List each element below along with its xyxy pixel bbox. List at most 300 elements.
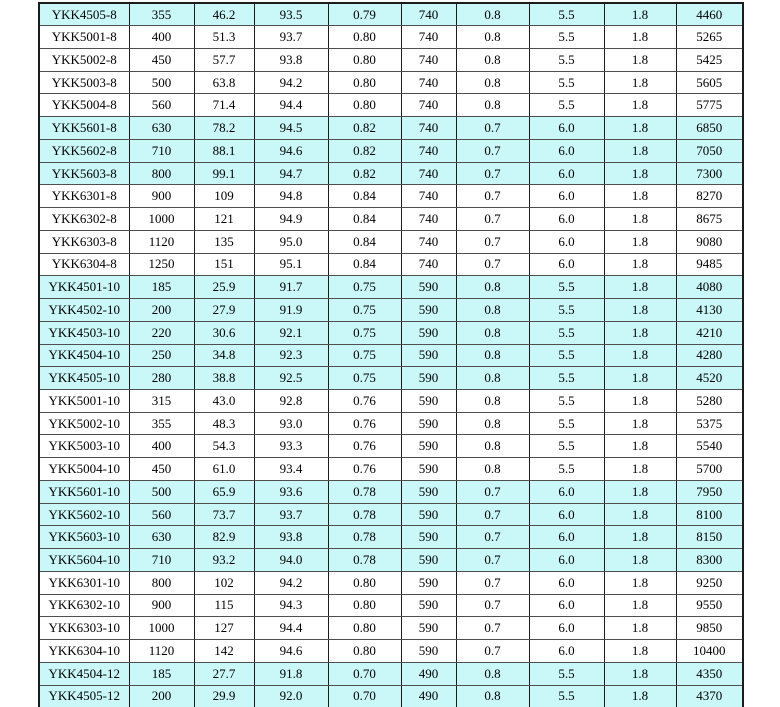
value-cell: 0.78 [328, 526, 401, 549]
value-cell: 6.0 [529, 640, 604, 663]
value-cell: 0.8 [456, 458, 529, 481]
value-cell: 5.5 [529, 389, 604, 412]
value-cell: 5.5 [529, 3, 604, 26]
value-cell: 27.7 [194, 662, 254, 685]
table-row [39, 276, 743, 299]
value-cell: 135 [194, 230, 254, 253]
value-cell: 1.8 [604, 412, 676, 435]
value-cell: 0.8 [456, 299, 529, 322]
model-cell: YKK6304-8 [39, 253, 129, 276]
value-cell: 1.8 [604, 94, 676, 117]
value-cell: 590 [401, 594, 456, 617]
value-cell: 46.2 [194, 3, 254, 26]
table-row [39, 617, 743, 640]
value-cell: 740 [401, 48, 456, 71]
value-cell: 10400 [676, 640, 743, 663]
table-row [39, 321, 743, 344]
value-cell: 0.8 [456, 435, 529, 458]
model-cell: YKK5601-8 [39, 117, 129, 140]
value-cell: 6.0 [529, 526, 604, 549]
value-cell: 93.8 [254, 48, 328, 71]
value-cell: 6.0 [529, 117, 604, 140]
value-cell: 4130 [676, 299, 743, 322]
value-cell: 127 [194, 617, 254, 640]
model-cell: YKK6304-10 [39, 640, 129, 663]
value-cell: 4460 [676, 3, 743, 26]
value-cell: 740 [401, 26, 456, 49]
value-cell: 1.8 [604, 208, 676, 231]
value-cell: 0.7 [456, 480, 529, 503]
model-cell: YKK5001-8 [39, 26, 129, 49]
value-cell: 590 [401, 480, 456, 503]
value-cell: 0.75 [328, 367, 401, 390]
value-cell: 94.9 [254, 208, 328, 231]
value-cell: 0.8 [456, 685, 529, 707]
value-cell: 0.8 [456, 389, 529, 412]
value-cell: 4080 [676, 276, 743, 299]
table-row [39, 230, 743, 253]
model-cell: YKK6301-10 [39, 571, 129, 594]
model-cell: YKK4504-10 [39, 344, 129, 367]
value-cell: 5265 [676, 26, 743, 49]
value-cell: 109 [194, 185, 254, 208]
value-cell: 800 [129, 162, 194, 185]
model-cell: YKK4505-10 [39, 367, 129, 390]
value-cell: 93.4 [254, 458, 328, 481]
value-cell: 6850 [676, 117, 743, 140]
value-cell: 1.8 [604, 367, 676, 390]
model-cell: YKK5604-10 [39, 549, 129, 572]
value-cell: 8300 [676, 549, 743, 572]
table-row [39, 208, 743, 231]
value-cell: 590 [401, 276, 456, 299]
value-cell: 450 [129, 458, 194, 481]
value-cell: 0.7 [456, 594, 529, 617]
value-cell: 1.8 [604, 617, 676, 640]
table-row [39, 571, 743, 594]
value-cell: 88.1 [194, 139, 254, 162]
value-cell: 0.7 [456, 617, 529, 640]
value-cell: 94.2 [254, 571, 328, 594]
value-cell: 0.75 [328, 344, 401, 367]
value-cell: 1120 [129, 230, 194, 253]
value-cell: 6.0 [529, 162, 604, 185]
value-cell: 0.8 [456, 94, 529, 117]
table-row [39, 503, 743, 526]
value-cell: 94.4 [254, 94, 328, 117]
value-cell: 740 [401, 230, 456, 253]
value-cell: 65.9 [194, 480, 254, 503]
value-cell: 315 [129, 389, 194, 412]
value-cell: 91.8 [254, 662, 328, 685]
value-cell: 8270 [676, 185, 743, 208]
value-cell: 1.8 [604, 685, 676, 707]
value-cell: 0.7 [456, 526, 529, 549]
value-cell: 115 [194, 594, 254, 617]
table-row [39, 412, 743, 435]
value-cell: 0.76 [328, 458, 401, 481]
value-cell: 1.8 [604, 549, 676, 572]
value-cell: 590 [401, 458, 456, 481]
value-cell: 9485 [676, 253, 743, 276]
value-cell: 0.8 [456, 321, 529, 344]
value-cell: 0.82 [328, 139, 401, 162]
value-cell: 0.7 [456, 208, 529, 231]
value-cell: 78.2 [194, 117, 254, 140]
table-row [39, 526, 743, 549]
value-cell: 95.0 [254, 230, 328, 253]
model-cell: YKK5002-10 [39, 412, 129, 435]
value-cell: 27.9 [194, 299, 254, 322]
value-cell: 1.8 [604, 276, 676, 299]
value-cell: 6.0 [529, 253, 604, 276]
value-cell: 0.76 [328, 435, 401, 458]
value-cell: 93.3 [254, 435, 328, 458]
value-cell: 0.80 [328, 571, 401, 594]
value-cell: 93.7 [254, 503, 328, 526]
value-cell: 5.5 [529, 321, 604, 344]
value-cell: 5605 [676, 71, 743, 94]
value-cell: 1.8 [604, 458, 676, 481]
model-cell: YKK6302-8 [39, 208, 129, 231]
value-cell: 0.80 [328, 640, 401, 663]
value-cell: 0.75 [328, 321, 401, 344]
model-cell: YKK5603-8 [39, 162, 129, 185]
value-cell: 0.8 [456, 3, 529, 26]
value-cell: 590 [401, 321, 456, 344]
table-row [39, 480, 743, 503]
value-cell: 0.70 [328, 685, 401, 707]
value-cell: 0.8 [456, 48, 529, 71]
value-cell: 0.79 [328, 3, 401, 26]
value-cell: 1.8 [604, 526, 676, 549]
value-cell: 5775 [676, 94, 743, 117]
value-cell: 94.5 [254, 117, 328, 140]
value-cell: 43.0 [194, 389, 254, 412]
value-cell: 8150 [676, 526, 743, 549]
value-cell: 1.8 [604, 139, 676, 162]
value-cell: 1.8 [604, 3, 676, 26]
value-cell: 250 [129, 344, 194, 367]
value-cell: 4520 [676, 367, 743, 390]
value-cell: 0.84 [328, 230, 401, 253]
value-cell: 185 [129, 662, 194, 685]
value-cell: 5.5 [529, 458, 604, 481]
value-cell: 0.84 [328, 253, 401, 276]
table-row [39, 299, 743, 322]
model-cell: YKK4504-12 [39, 662, 129, 685]
value-cell: 94.6 [254, 640, 328, 663]
table-row [39, 458, 743, 481]
value-cell: 92.5 [254, 367, 328, 390]
value-cell: 5700 [676, 458, 743, 481]
value-cell: 0.8 [456, 71, 529, 94]
value-cell: 220 [129, 321, 194, 344]
value-cell: 71.4 [194, 94, 254, 117]
motor-spec-table [38, 2, 744, 707]
value-cell: 5.5 [529, 276, 604, 299]
value-cell: 91.9 [254, 299, 328, 322]
value-cell: 0.78 [328, 503, 401, 526]
value-cell: 0.7 [456, 117, 529, 140]
value-cell: 7950 [676, 480, 743, 503]
value-cell: 1.8 [604, 389, 676, 412]
value-cell: 0.7 [456, 503, 529, 526]
value-cell: 4350 [676, 662, 743, 685]
value-cell: 355 [129, 3, 194, 26]
value-cell: 1.8 [604, 185, 676, 208]
value-cell: 400 [129, 26, 194, 49]
value-cell: 5280 [676, 389, 743, 412]
model-cell: YKK5602-10 [39, 503, 129, 526]
value-cell: 1.8 [604, 162, 676, 185]
value-cell: 0.7 [456, 549, 529, 572]
value-cell: 1250 [129, 253, 194, 276]
value-cell: 0.80 [328, 594, 401, 617]
value-cell: 5.5 [529, 71, 604, 94]
value-cell: 590 [401, 389, 456, 412]
value-cell: 1.8 [604, 344, 676, 367]
value-cell: 0.82 [328, 117, 401, 140]
value-cell: 5.5 [529, 367, 604, 390]
table-row [39, 594, 743, 617]
value-cell: 0.7 [456, 139, 529, 162]
table-row [39, 26, 743, 49]
model-cell: YKK5603-10 [39, 526, 129, 549]
value-cell: 0.7 [456, 571, 529, 594]
value-cell: 7300 [676, 162, 743, 185]
model-cell: YKK6302-10 [39, 594, 129, 617]
value-cell: 5375 [676, 412, 743, 435]
value-cell: 1.8 [604, 571, 676, 594]
value-cell: 740 [401, 162, 456, 185]
value-cell: 92.3 [254, 344, 328, 367]
value-cell: 91.7 [254, 276, 328, 299]
model-cell: YKK5001-10 [39, 389, 129, 412]
value-cell: 0.75 [328, 276, 401, 299]
value-cell: 590 [401, 344, 456, 367]
value-cell: 94.3 [254, 594, 328, 617]
value-cell: 1000 [129, 208, 194, 231]
table-row [39, 3, 743, 26]
model-cell: YKK5003-8 [39, 71, 129, 94]
value-cell: 0.75 [328, 299, 401, 322]
value-cell: 57.7 [194, 48, 254, 71]
value-cell: 500 [129, 480, 194, 503]
value-cell: 51.3 [194, 26, 254, 49]
value-cell: 0.8 [456, 367, 529, 390]
table-row [39, 435, 743, 458]
value-cell: 355 [129, 412, 194, 435]
model-cell: YKK5602-8 [39, 139, 129, 162]
value-cell: 590 [401, 412, 456, 435]
value-cell: 0.8 [456, 276, 529, 299]
value-cell: 5425 [676, 48, 743, 71]
value-cell: 5.5 [529, 435, 604, 458]
model-cell: YKK5601-10 [39, 480, 129, 503]
value-cell: 630 [129, 117, 194, 140]
value-cell: 6.0 [529, 208, 604, 231]
value-cell: 630 [129, 526, 194, 549]
value-cell: 92.1 [254, 321, 328, 344]
table-row [39, 48, 743, 71]
value-cell: 7050 [676, 139, 743, 162]
value-cell: 5.5 [529, 685, 604, 707]
value-cell: 63.8 [194, 71, 254, 94]
value-cell: 590 [401, 299, 456, 322]
table-row [39, 662, 743, 685]
value-cell: 0.7 [456, 230, 529, 253]
value-cell: 590 [401, 367, 456, 390]
value-cell: 590 [401, 571, 456, 594]
table-row [39, 71, 743, 94]
value-cell: 29.9 [194, 685, 254, 707]
value-cell: 9550 [676, 594, 743, 617]
value-cell: 5540 [676, 435, 743, 458]
value-cell: 0.82 [328, 162, 401, 185]
value-cell: 6.0 [529, 230, 604, 253]
model-cell: YKK4501-10 [39, 276, 129, 299]
value-cell: 1.8 [604, 662, 676, 685]
table-row [39, 367, 743, 390]
table-row [39, 253, 743, 276]
value-cell: 0.8 [456, 412, 529, 435]
value-cell: 82.9 [194, 526, 254, 549]
value-cell: 9250 [676, 571, 743, 594]
value-cell: 6.0 [529, 571, 604, 594]
value-cell: 740 [401, 253, 456, 276]
value-cell: 0.7 [456, 162, 529, 185]
value-cell: 200 [129, 685, 194, 707]
value-cell: 94.2 [254, 71, 328, 94]
value-cell: 0.80 [328, 617, 401, 640]
value-cell: 0.84 [328, 208, 401, 231]
value-cell: 6.0 [529, 185, 604, 208]
table-row [39, 94, 743, 117]
value-cell: 800 [129, 571, 194, 594]
model-cell: YKK4505-8 [39, 3, 129, 26]
value-cell: 48.3 [194, 412, 254, 435]
value-cell: 1.8 [604, 230, 676, 253]
model-cell: YKK5004-10 [39, 458, 129, 481]
value-cell: 1.8 [604, 594, 676, 617]
value-cell: 0.7 [456, 185, 529, 208]
value-cell: 93.0 [254, 412, 328, 435]
value-cell: 590 [401, 617, 456, 640]
table-body [39, 3, 743, 707]
value-cell: 0.70 [328, 662, 401, 685]
value-cell: 200 [129, 299, 194, 322]
value-cell: 1.8 [604, 640, 676, 663]
value-cell: 93.2 [194, 549, 254, 572]
value-cell: 0.8 [456, 344, 529, 367]
value-cell: 0.78 [328, 549, 401, 572]
value-cell: 4370 [676, 685, 743, 707]
value-cell: 93.5 [254, 3, 328, 26]
value-cell: 1000 [129, 617, 194, 640]
model-cell: YKK6303-8 [39, 230, 129, 253]
table-row [39, 549, 743, 572]
value-cell: 450 [129, 48, 194, 71]
value-cell: 710 [129, 549, 194, 572]
value-cell: 94.0 [254, 549, 328, 572]
value-cell: 560 [129, 503, 194, 526]
value-cell: 5.5 [529, 26, 604, 49]
value-cell: 590 [401, 435, 456, 458]
value-cell: 1.8 [604, 299, 676, 322]
value-cell: 280 [129, 367, 194, 390]
value-cell: 6.0 [529, 549, 604, 572]
table-row [39, 640, 743, 663]
value-cell: 8100 [676, 503, 743, 526]
value-cell: 490 [401, 662, 456, 685]
model-cell: YKK4503-10 [39, 321, 129, 344]
model-cell: YKK5004-8 [39, 94, 129, 117]
model-cell: YKK6303-10 [39, 617, 129, 640]
value-cell: 5.5 [529, 662, 604, 685]
value-cell: 590 [401, 640, 456, 663]
table-row [39, 185, 743, 208]
value-cell: 0.8 [456, 662, 529, 685]
value-cell: 151 [194, 253, 254, 276]
table-row [39, 344, 743, 367]
value-cell: 4280 [676, 344, 743, 367]
table-row [39, 139, 743, 162]
value-cell: 1.8 [604, 117, 676, 140]
value-cell: 0.76 [328, 389, 401, 412]
value-cell: 740 [401, 3, 456, 26]
value-cell: 0.84 [328, 185, 401, 208]
value-cell: 142 [194, 640, 254, 663]
value-cell: 93.8 [254, 526, 328, 549]
value-cell: 0.8 [456, 26, 529, 49]
value-cell: 1.8 [604, 26, 676, 49]
value-cell: 8675 [676, 208, 743, 231]
value-cell: 500 [129, 71, 194, 94]
value-cell: 0.80 [328, 48, 401, 71]
value-cell: 6.0 [529, 503, 604, 526]
value-cell: 94.4 [254, 617, 328, 640]
value-cell: 30.6 [194, 321, 254, 344]
value-cell: 0.7 [456, 640, 529, 663]
value-cell: 0.78 [328, 480, 401, 503]
value-cell: 5.5 [529, 299, 604, 322]
value-cell: 92.8 [254, 389, 328, 412]
value-cell: 1.8 [604, 71, 676, 94]
value-cell: 4210 [676, 321, 743, 344]
value-cell: 400 [129, 435, 194, 458]
value-cell: 560 [129, 94, 194, 117]
value-cell: 740 [401, 185, 456, 208]
value-cell: 5.5 [529, 412, 604, 435]
value-cell: 590 [401, 526, 456, 549]
table-row [39, 117, 743, 140]
value-cell: 6.0 [529, 480, 604, 503]
value-cell: 99.1 [194, 162, 254, 185]
model-cell: YKK6301-8 [39, 185, 129, 208]
value-cell: 1120 [129, 640, 194, 663]
value-cell: 900 [129, 594, 194, 617]
value-cell: 1.8 [604, 503, 676, 526]
value-cell: 94.7 [254, 162, 328, 185]
value-cell: 900 [129, 185, 194, 208]
value-cell: 25.9 [194, 276, 254, 299]
value-cell: 5.5 [529, 94, 604, 117]
value-cell: 0.76 [328, 412, 401, 435]
value-cell: 6.0 [529, 594, 604, 617]
value-cell: 185 [129, 276, 194, 299]
value-cell: 5.5 [529, 48, 604, 71]
